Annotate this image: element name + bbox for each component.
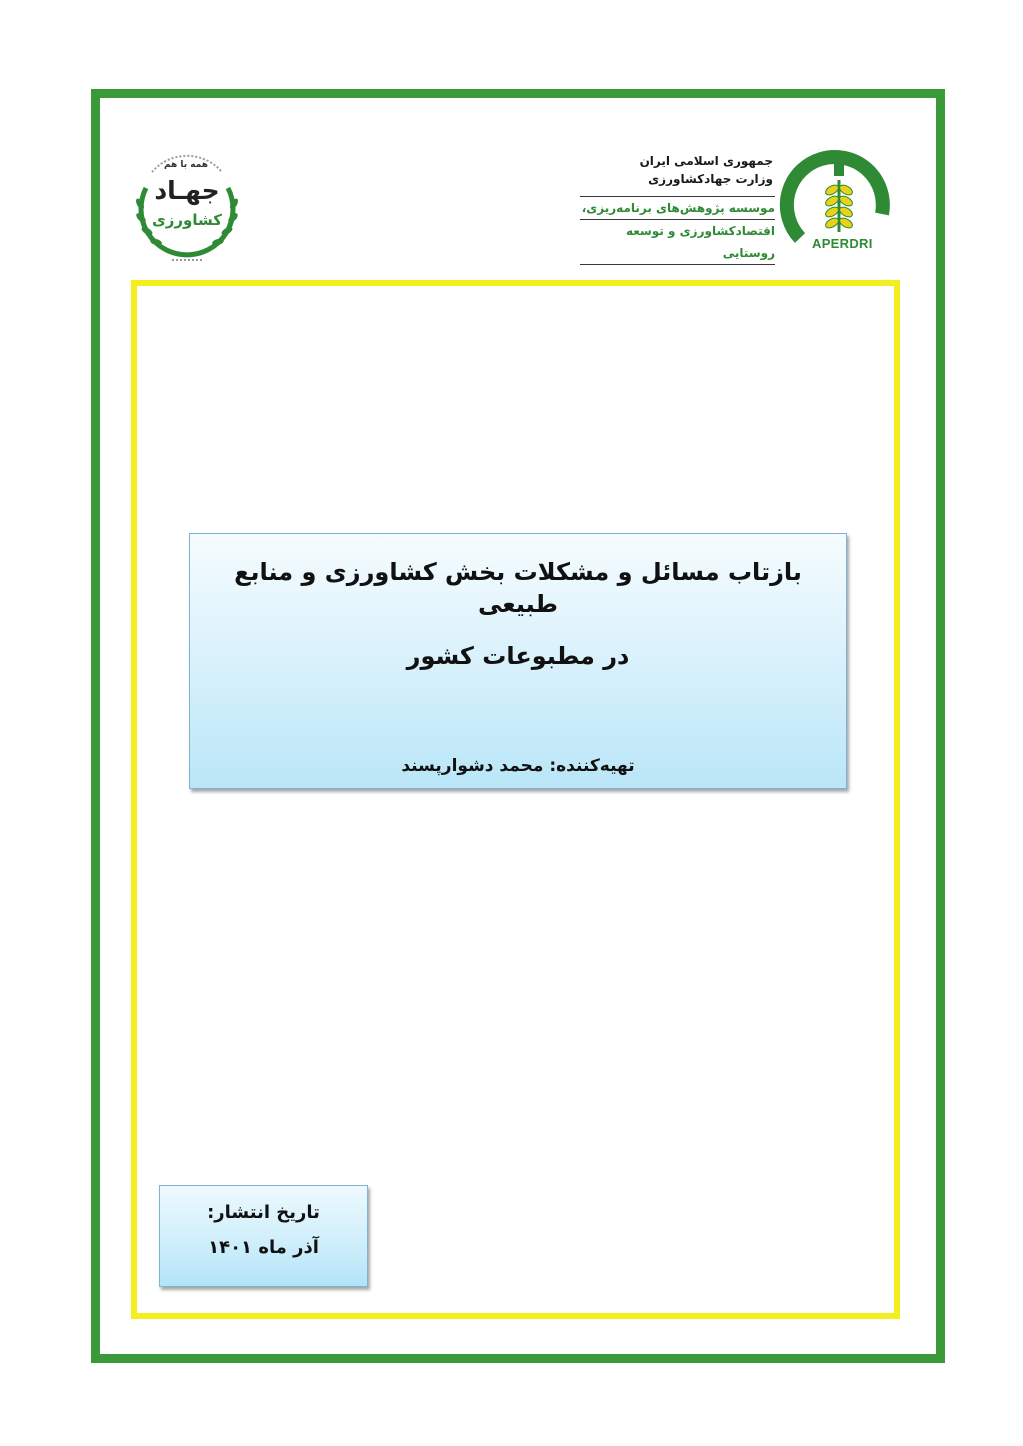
publication-date-value: آذر ماه ۱۴۰۱ <box>208 1237 319 1258</box>
title-box <box>189 533 847 789</box>
inner-yellow-border <box>131 280 900 1319</box>
aperdri-label: APERDRI <box>812 236 873 251</box>
report-title-line-1: بازتاب مسائل و مشکلات بخش کشاورزی و منابع طبیعی <box>234 558 802 618</box>
ministry-name-block <box>553 152 773 188</box>
jahad-logo-main-text: جهـاد <box>154 176 220 205</box>
ministry-line-2: وزارت جهادکشاورزی <box>648 172 773 186</box>
institute-name-block <box>580 196 775 265</box>
jahad-logo-sub-text: کشاورزی <box>152 211 222 229</box>
publication-date-label: تاریخ انتشار: <box>207 1202 320 1223</box>
institute-line-1: موسسه پژوهش‌های برنامه‌ریزی، <box>580 196 775 220</box>
preparer-credit: تهیه‌کننده: محمد دشوارپسند <box>401 756 635 776</box>
ministry-line-1: جمهوری اسلامی ایران <box>639 154 773 168</box>
institute-line-2: اقتصادکشاورزی و توسعه روستایی <box>580 220 775 265</box>
report-title-line-2: در مطبوعات کشور <box>406 642 630 670</box>
publication-date-box <box>159 1185 368 1287</box>
jahad-logo-top-text: همه با هم <box>163 160 209 170</box>
